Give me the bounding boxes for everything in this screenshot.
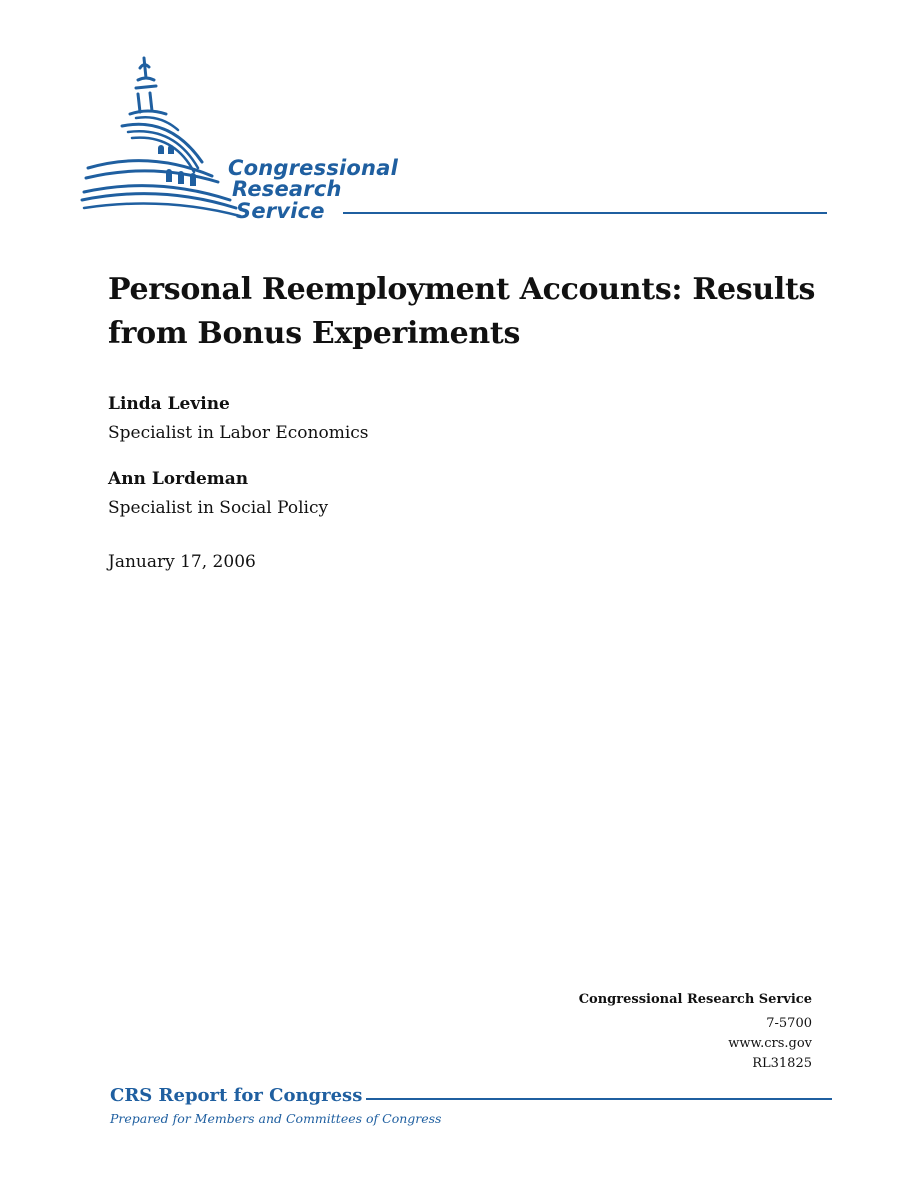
author-role: Specialist in Labor Economics (108, 423, 369, 443)
logo-word-research: Research (232, 177, 342, 201)
report-footer (110, 1085, 832, 1135)
report-number: RL31825 (752, 1056, 812, 1071)
crs-logo (80, 50, 830, 230)
author-name: Ann Lordeman (108, 469, 249, 489)
report-date: January 17, 2006 (108, 552, 256, 572)
logo-word-service: Service (236, 199, 325, 223)
crs-phone: 7-5700 (766, 1016, 812, 1031)
author-role: Specialist in Social Policy (108, 498, 329, 518)
crs-name: Congressional Research Service (578, 992, 812, 1007)
logo-rule (343, 212, 827, 214)
logo-word-congressional: Congressional (228, 156, 398, 180)
crs-website: www.crs.gov (728, 1036, 812, 1051)
crs-contact-block (579, 990, 812, 1074)
footer-subtitle: Prepared for Members and Committees of Congress (110, 1111, 442, 1126)
author-name: Linda Levine (108, 394, 230, 414)
footer-title: CRS Report for Congress (110, 1085, 366, 1106)
report-title: Personal Reemployment Accounts: Results from Bonus Experiments (108, 272, 816, 351)
